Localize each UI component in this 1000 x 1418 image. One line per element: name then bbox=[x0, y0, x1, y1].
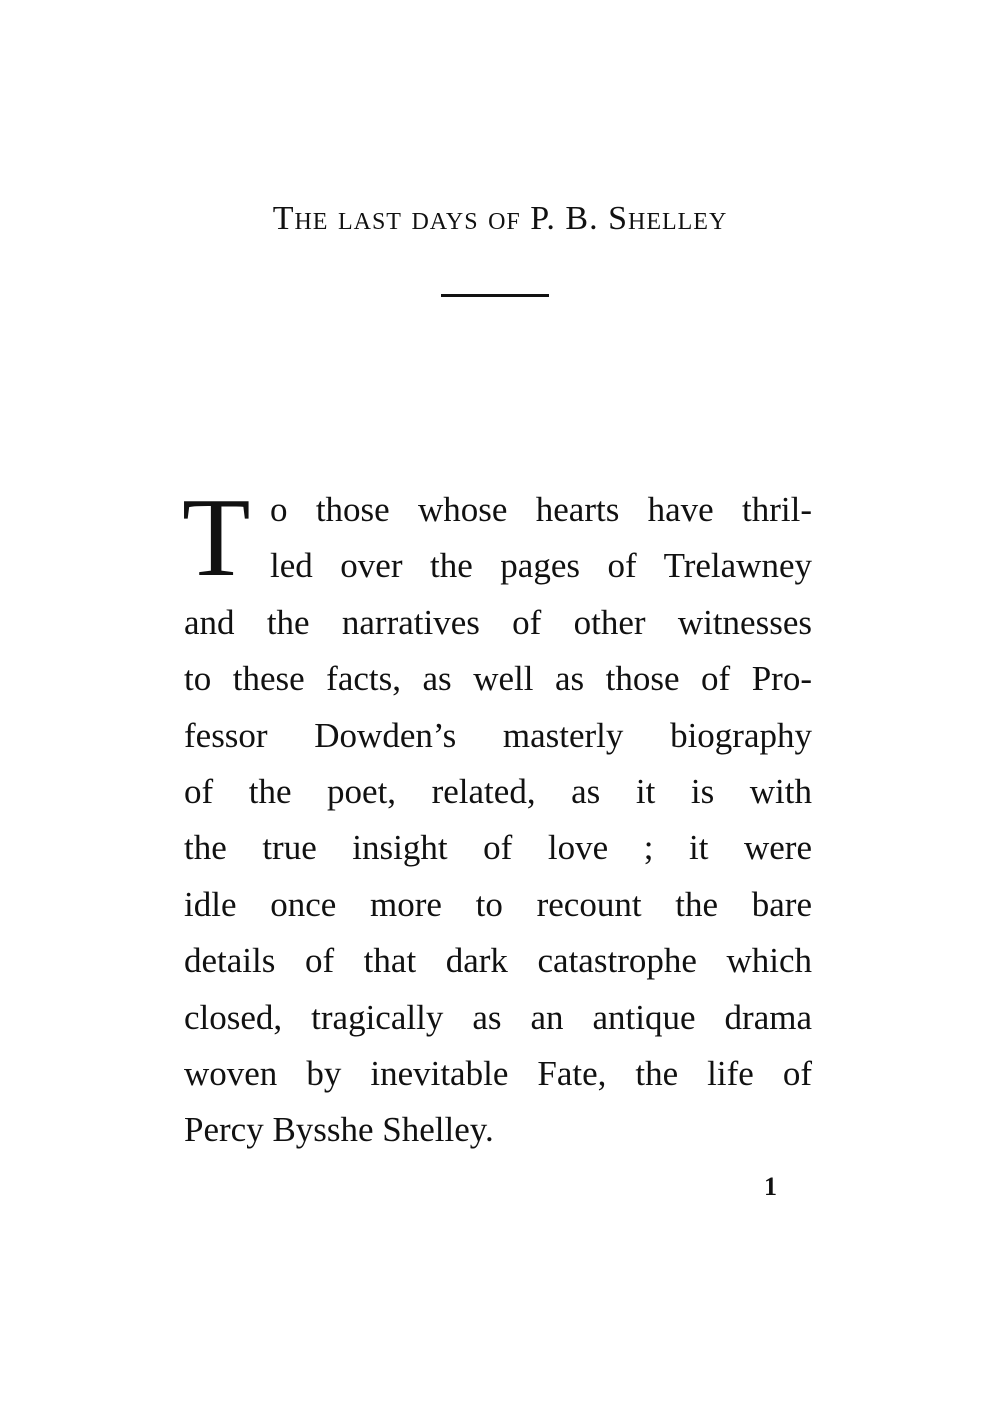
page-title: The last days of P. B. Shelley bbox=[272, 200, 728, 237]
text-line: led over the pages of Trelawney bbox=[270, 546, 812, 586]
body-paragraph bbox=[182, 476, 812, 1159]
text-line: closed, tragically as an antique drama bbox=[184, 997, 812, 1037]
title-rule bbox=[441, 294, 549, 297]
text-line: of the poet, related, as it is with bbox=[184, 772, 812, 812]
text-line: woven by inevitable Fate, the life of bbox=[184, 1054, 812, 1094]
text-line: details of that dark catastrophe which bbox=[184, 941, 812, 981]
text-line: fessor Dowden’s masterly biography bbox=[184, 715, 812, 755]
drop-cap: T bbox=[182, 476, 251, 600]
text-line: idle once more to recount the bare bbox=[184, 884, 812, 924]
page-number: 1 bbox=[764, 1172, 777, 1201]
text-line: o those whose hearts have thril- bbox=[270, 490, 812, 529]
text-line: the true insight of love ; it were bbox=[184, 828, 812, 868]
text-line: Percy Bysshe Shelley. bbox=[184, 1110, 494, 1150]
text-line: to these facts, as well as those of Pro- bbox=[184, 659, 812, 699]
text-line: and the narratives of other witnesses bbox=[184, 602, 812, 642]
